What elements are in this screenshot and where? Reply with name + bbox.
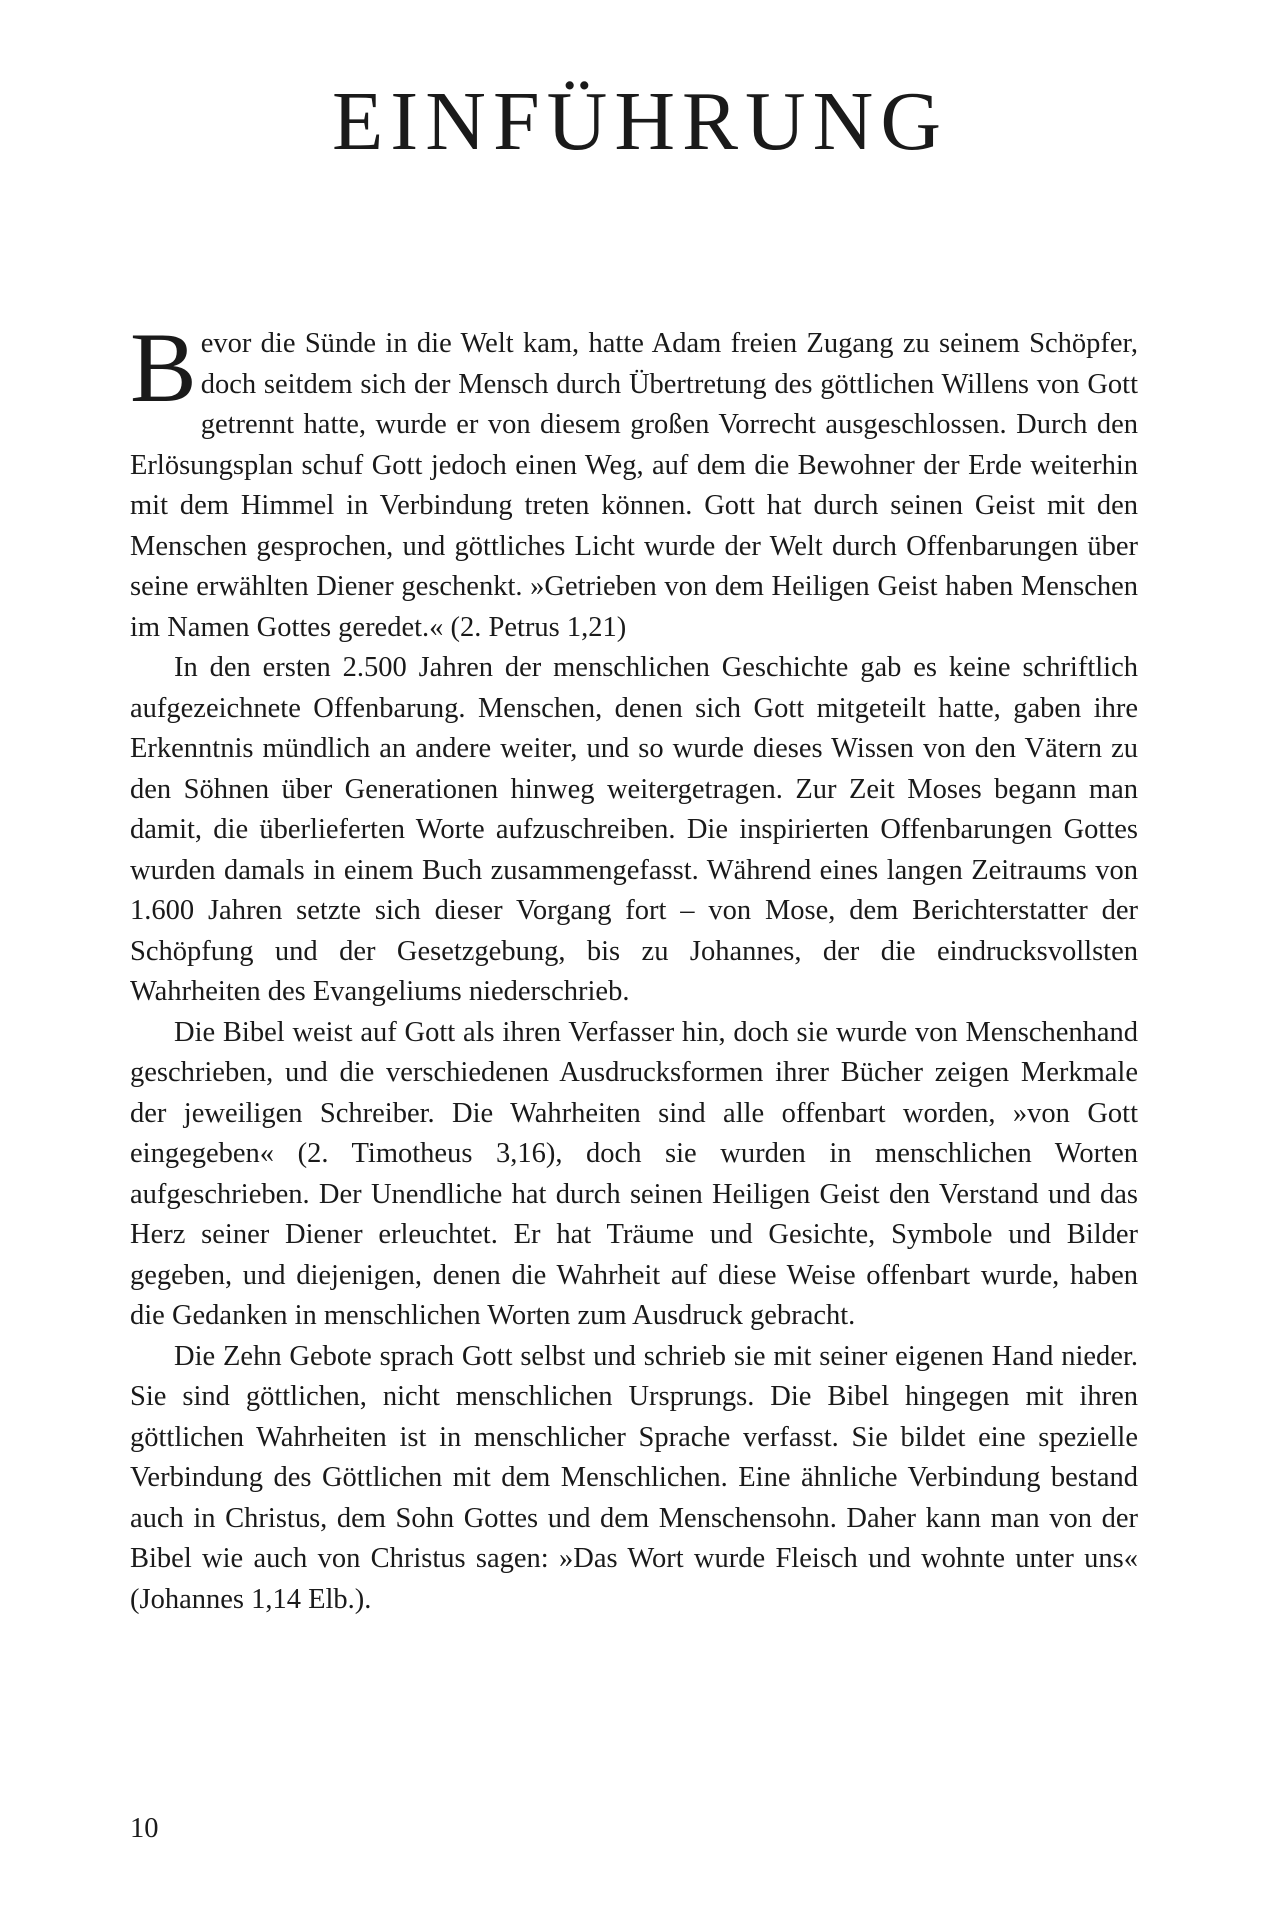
paragraph-2: In den ersten 2.500 Jahren der menschlichen Geschichte gab es keine schriftlich aufgezeichnete Offenbarung. Menschen, denen sich Gott mitgeteilt hatte, gaben ihre Erkenntnis mündlich an andere weiter, und so wurde dieses Wissen von den Vätern zu den Söhnen über Generationen hinweg weitergetragen. Zur Zeit Moses begann man damit, die überlieferten Worte aufzuschreiben. Die inspirierten Offenbarungen Gottes wurden damals in einem Buch zusammengefasst. Während eines langen Zeitraums von 1.600 Jahren setzte sich dieser Vorgang fort – von Mose, dem Berichterstatter der Schöpfung und der Gesetzgebung, bis zu Johannes, der die eindrucksvollsten Wahrheiten des Evangeliums niederschrieb.: [130, 652, 1138, 1007]
page-number: 10: [130, 1813, 159, 1844]
drop-cap: B: [130, 312, 197, 423]
paragraph-3: Die Bibel weist auf Gott als ihren Verfasser hin, doch sie wurde von Menschenhand geschrieben, und die verschiedenen Ausdrucksformen ihrer Bücher zeigen Merkmale der jeweiligen Schreiber. Die Wahrheiten sind alle offenbart worden, »von Gott eingegeben« (2. Timotheus 3,16), doch sie wurden in menschlichen Worten aufgeschrieben. Der Unendliche hat durch seinen Heiligen Geist den Verstand und das Herz seiner Diener erleuchtet. Er hat Träume und Gesichte, Symbole und Bilder gegeben, und diejenigen, denen die Wahrheit auf diese Weise offenbart wurde, haben die Gedanken in menschlichen Worten zum Ausdruck gebracht.: [130, 1016, 1138, 1331]
paragraph-4: Die Zehn Gebote sprach Gott selbst und schrieb sie mit seiner eigenen Hand nieder. Sie sind göttlichen, nicht menschlichen Ursprungs. Die Bibel hingegen mit ihren göttlichen Wahrheiten ist in menschlicher Sprache verfasst. Sie bildet eine spezielle Verbindung des Göttlichen mit dem Menschlichen. Eine ähnliche Verbindung bestand auch in Christus, dem Sohn Gottes und dem Menschensohn. Daher kann man von der Bibel wie auch von Christus sagen: »Das Wort wurde Fleisch und wohnte unter uns« (Johannes 1,14 Elb.).: [130, 1340, 1138, 1615]
paragraph-1-text: evor die Sünde in die Welt kam, hatte Adam freien Zugang zu seinem Schöpfer, doch seitdem sich der Mensch durch Übertretung des göttlichen Willens von Gott getrennt hatte, wurde er von diesem großen Vorrecht ausgeschlossen. Durch den Erlösungsplan schuf Gott jedoch einen Weg, auf dem die Bewohner der Erde weiterhin mit dem Himmel in Verbindung treten können. Gott hat durch seinen Geist mit den Menschen gesprochen, und göttliches Licht wurde der Welt durch Offenbarungen über seine erwählten Diener geschenkt. »Getrieben von dem Heiligen Geist haben Menschen im Namen Gottes geredet.« (2. Petrus 1,21): [130, 328, 1138, 643]
body-text: [130, 312, 1138, 1620]
chapter-title: EINFÜHRUNG: [332, 75, 948, 168]
paragraph-1: [130, 312, 1138, 648]
